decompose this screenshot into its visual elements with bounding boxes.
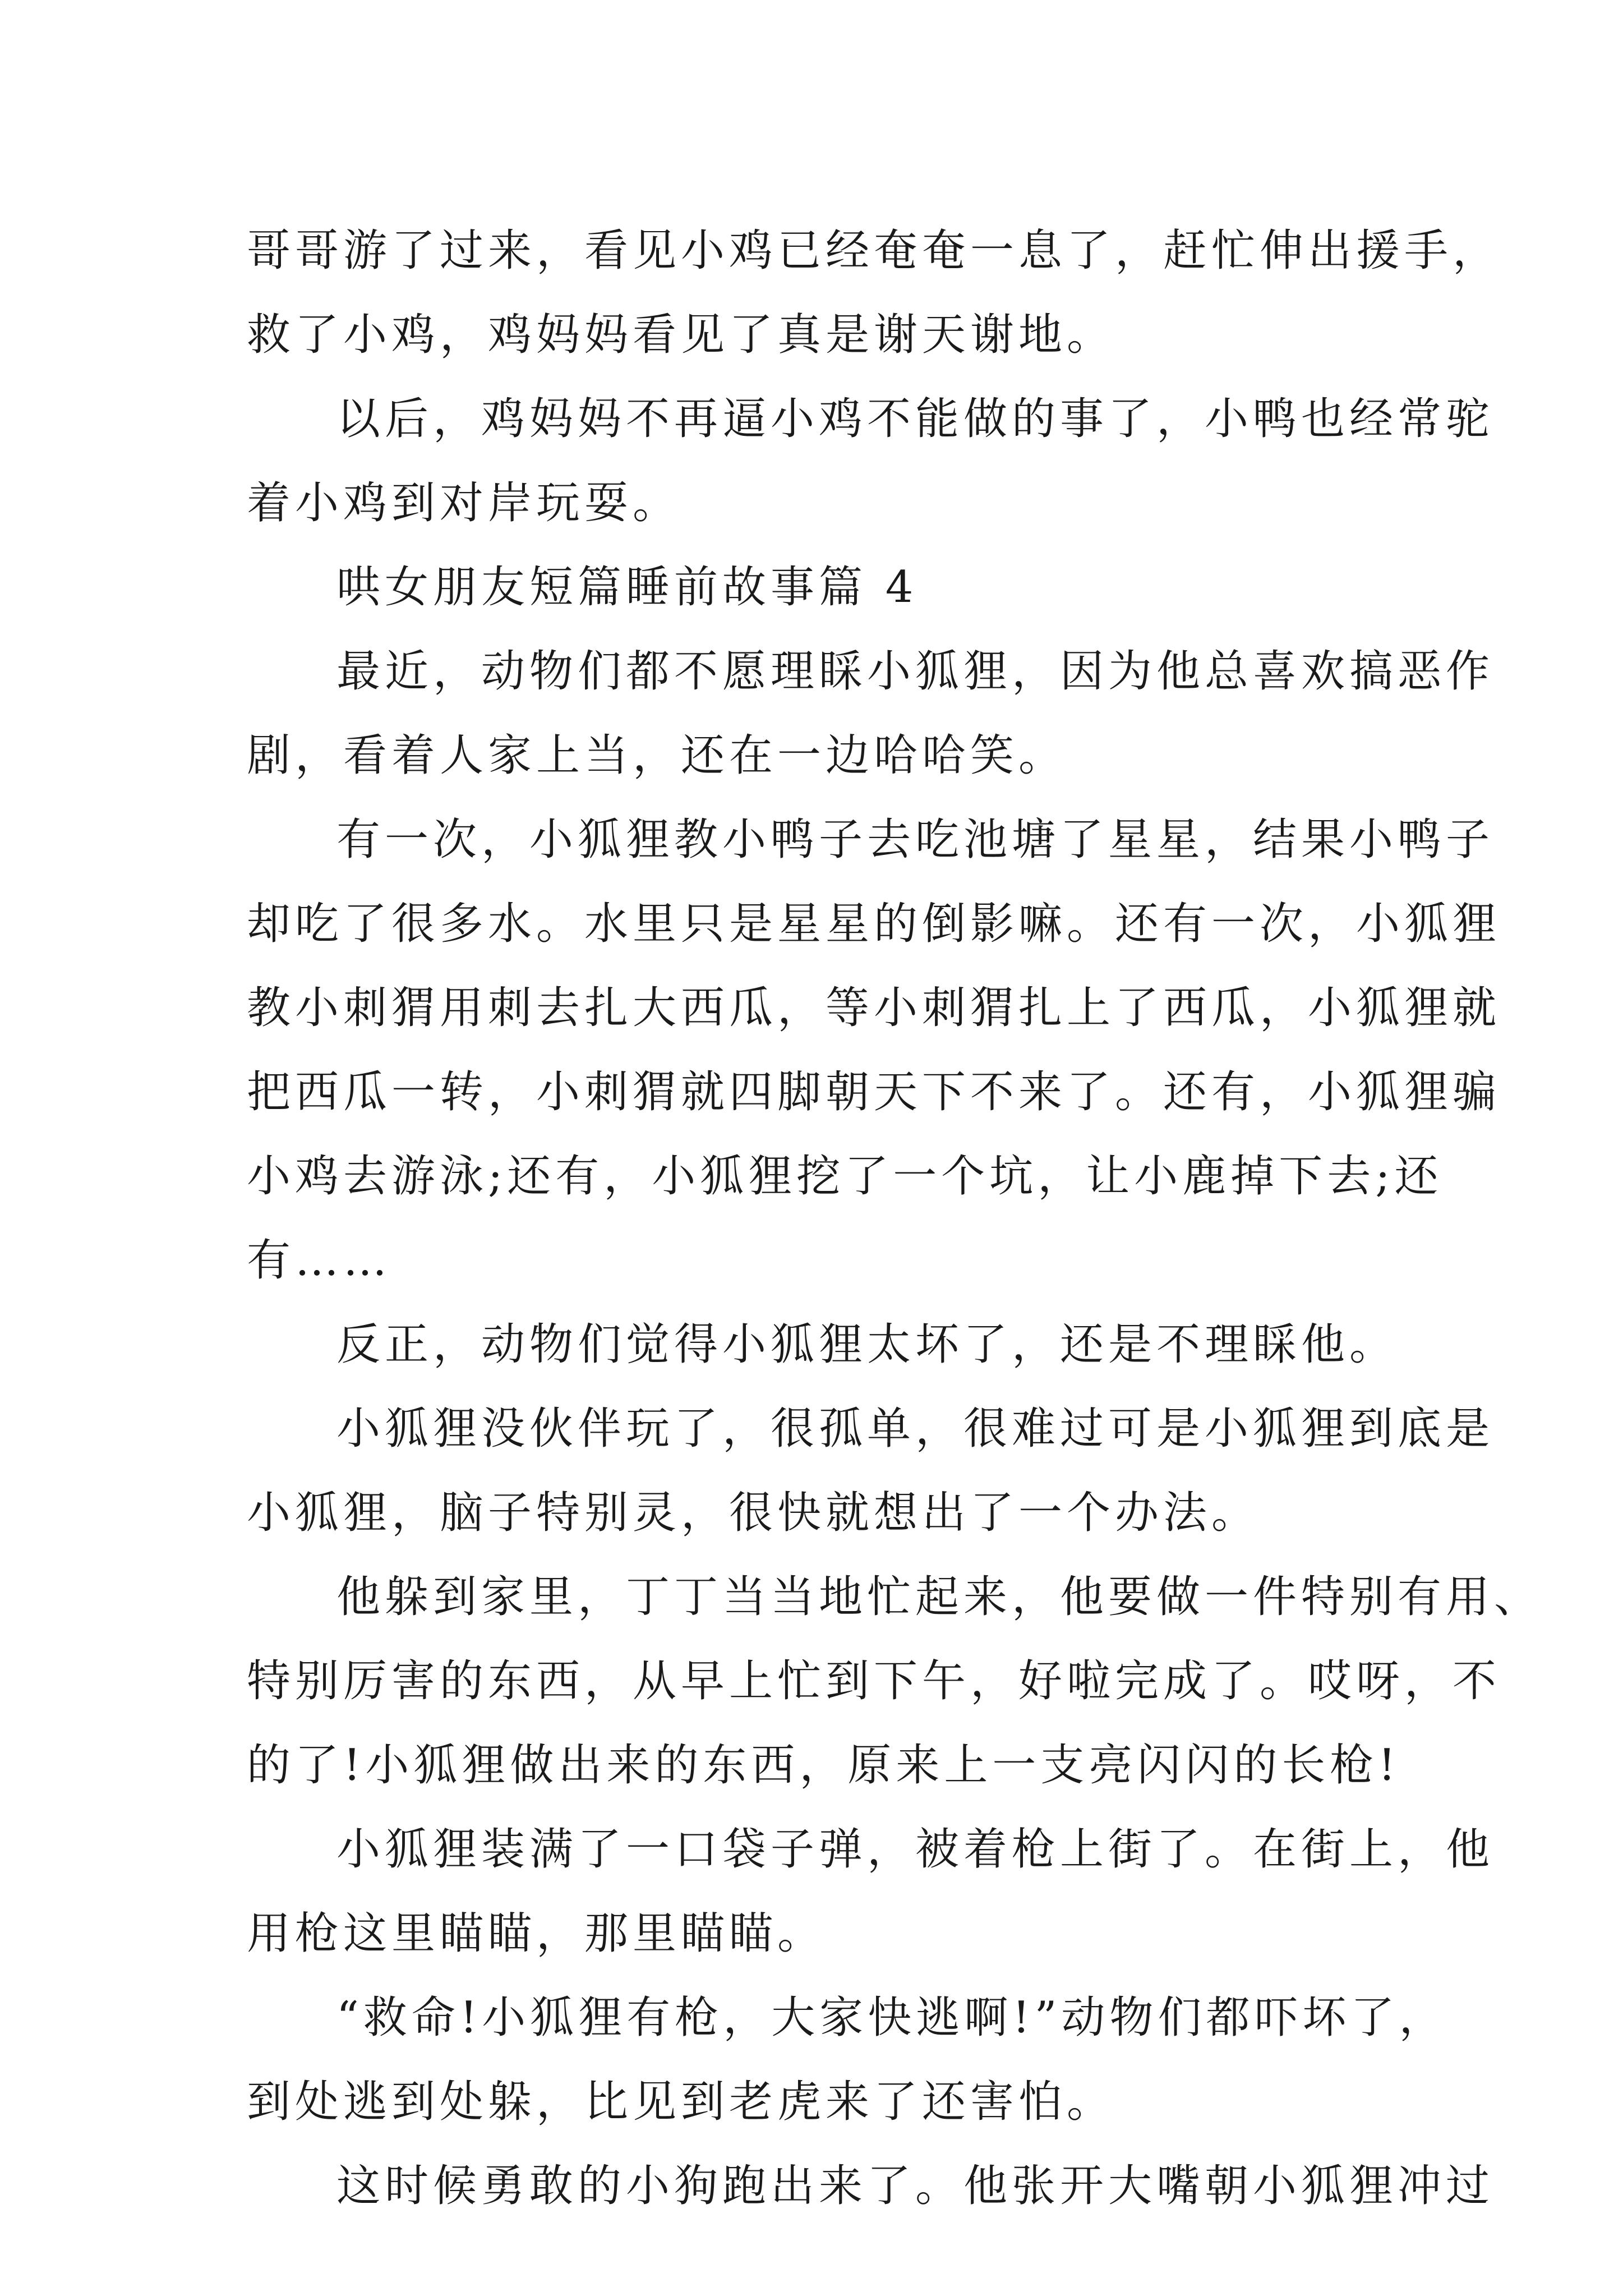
section-heading: 哄女朋友短篇睡前故事篇 4: [336, 562, 918, 613]
text-line: 小狐狸，脑子特别灵，很快就想出了一个办法。: [247, 1488, 1260, 1538]
paragraph-start-line: 他躲到家里，丁丁当当地忙起来，他要做一件特别有用、: [336, 1572, 1543, 1622]
paragraph-start-line: 小狐狸没伙伴玩了，很孤单，很难过可是小狐狸到底是: [336, 1404, 1495, 1454]
paragraph-start-line: “救命!小狐狸有枪，大家快逃啊!”动物们都吓坏了，: [336, 1993, 1447, 2043]
text-line: 教小刺猬用刺去扎大西瓜，等小刺猬扎上了西瓜，小狐狸就: [247, 983, 1501, 1033]
paragraph-start-line: 小狐狸装满了一口袋子弹，被着枪上街了。在街上，他: [336, 1824, 1495, 1875]
text-line: 小鸡去游泳;还有，小狐狸挖了一个坑，让小鹿掉下去;还: [247, 1151, 1443, 1202]
text-line: 的了!小狐狸做出来的东西，原来上一支亮闪闪的长枪!: [247, 1740, 1400, 1791]
text-line: 把西瓜一转，小刺猬就四脚朝天下不来了。还有，小狐狸骗: [247, 1067, 1501, 1117]
text-line: 着小鸡到对岸玩耍。: [247, 478, 681, 528]
paragraph-start-line: 有一次，小狐狸教小鸭子去吃池塘了星星，结果小鸭子: [336, 815, 1495, 865]
text-line: 特别厉害的东西，从早上忙到下午，好啦完成了。哎呀，不: [247, 1656, 1501, 1706]
paragraph-start-line: 反正，动物们觉得小狐狸太坏了，还是不理睬他。: [336, 1319, 1398, 1370]
text-line: 到处逃到处躲，比见到老虎来了还害怕。: [247, 2077, 1115, 2127]
document-body: [247, 209, 1543, 2228]
text-line: 剧，看着人家上当，还在一边哈哈笑。: [247, 730, 1067, 781]
paragraph-start-line: 最近，动物们都不愿理睬小狐狸，因为他总喜欢搞恶作: [336, 646, 1495, 697]
text-line: 用枪这里瞄瞄，那里瞄瞄。: [247, 1908, 826, 1959]
text-line: 有……: [247, 1235, 392, 1286]
text-line: 却吃了很多水。水里只是星星的倒影嘛。还有一次，小狐狸: [247, 899, 1501, 949]
text-line: 哥哥游了过来，看见小鸡已经奄奄一息了，赶忙伸出援手，: [247, 226, 1501, 276]
text-line: 救了小鸡，鸡妈妈看见了真是谢天谢地。: [247, 310, 1115, 360]
paragraph-start-line: 这时候勇敢的小狗跑出来了。他张开大嘴朝小狐狸冲过: [336, 2161, 1495, 2211]
paragraph-start-line: 以后，鸡妈妈不再逼小鸡不能做的事了，小鸭也经常驼: [336, 394, 1495, 444]
